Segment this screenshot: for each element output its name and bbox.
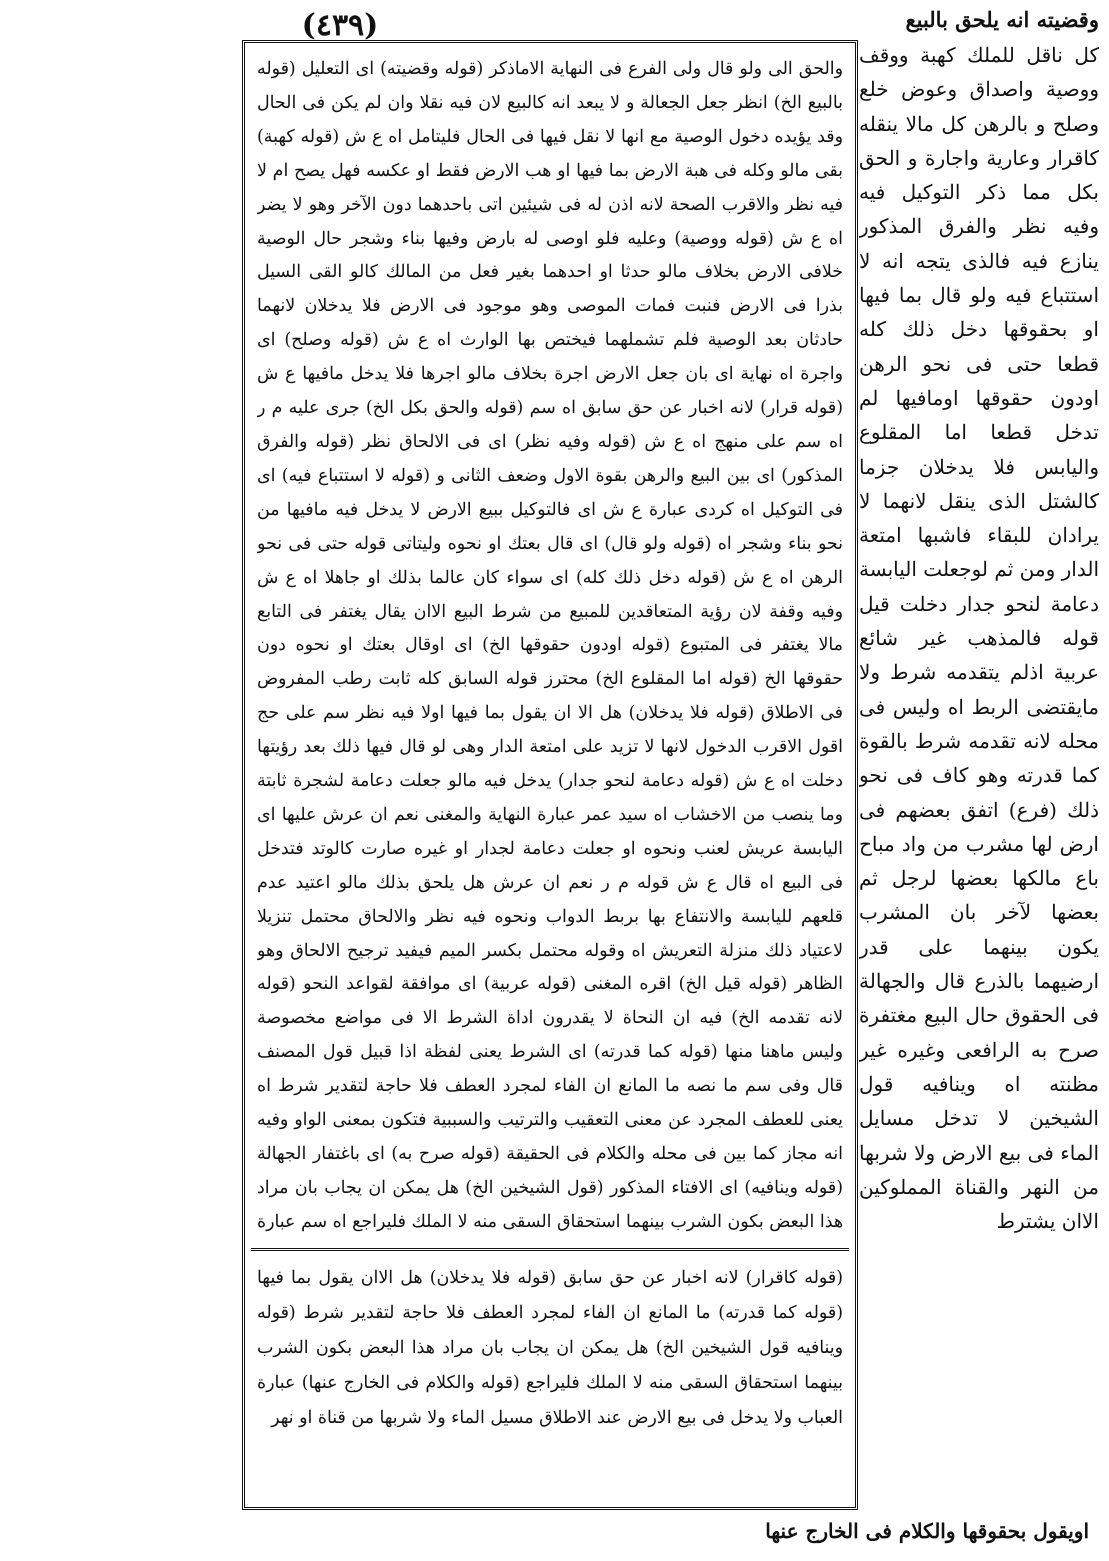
matn-heading: وقضيته انه يلحق بالبيع [905,7,1099,32]
matn-text: كل ناقل للملك كهبة ووقف ووصية واصداق وعوض خلع وصلح و بالرهن كل مالا ينقله كاقرار وعارية واجارة و الحق بكل مما ذكر التوكيل فيه وفيه نظر والفرق المذكور ينازع فيه فالذى يتجه انه لا استتباع فيه ولو قال بما فيها او بحقوقها دخل ذلك كله قطعا حتى فى نحو الرهن اودون حقوقها اومافيها لم تدخل قطعا اما المقلوع واليابس فلا يدخلان جزما كالشتل الذى ينقل لانهما لا يرادان للبقاء فاشبها امتعة الدار ومن ثم لوجعلت اليابسة دعامة لنحو جدار دخلت قيل قوله فالمذهب غير شائع عربية اذلم يتقدمه شرط ولا مايقتضى الربط اه وليس فى محله لانه تقدمه شرط بالقوة كما قدرته وهو كاف فى نحو ذلك (فرع) اتفق بعضهم فى ارض لها مشرب من واد مباح باع مالكها بعضها لرجل ثم بعضها لآخر بان المشرب يكون بينهما على قدر ارضيهما بالذرع قال والجهالة فى الحقوق حال البيع مغتفرة صرح به الرافعى وغيره غير مظنته اه وينافيه قول الشيخين لا تدخل مسايل الماء فى بيع الارض ولا شربها من النهر والقناة المملوكين الاان يشترط [859,43,1099,1234]
catchword: اويقول بحقوقها والكلام فى الخارج عنها [765,1519,1089,1543]
matn-column [859,38,1099,1508]
commentary-frame [242,40,858,1510]
footnote-divider [251,1248,849,1251]
footnote-block [257,1261,843,1499]
commentary-text-block [257,53,843,1241]
page-number: (٤٣٩) [301,8,379,43]
footnote-text: (قوله كاقرار) لانه اخبار عن حق سابق (قوله فلا يدخلان) هل الاان يقول بما فيها (قوله كما قدرته) ما المانع ان الفاء لمجرد العطف فلا حاجة لتقدير شرط (قوله وينافيه قول الشيخين الخ) هل يمكن ان يجاب بان مراد هذا البعض بكون الشرب بينهما استحقاق السقى منه لا الملك فليراجع (قوله والكلام فى الخارج عنها) عبارة العباب ولا يدخل فى بيع الارض عند الاطلاق مسيل الماء ولا شربها من قناة او نهر [257,1268,843,1428]
commentary-text: والحق الى ولو قال ولى الفرع فى النهاية الاماذكر (قوله وقضيته) اى التعليل (قوله بالبيع الخ) انظر جعل الجعالة و لا يبعد انه كالبيع لان فيه نقلا وان لم يكن فى الحال وقد يؤيده دخول الوصية مع انها لا نقل فيها فى الحال فليتامل اه ع ش (قوله كهبة) بقى مالو وكله فى هبة الارض بما فيها او هب الارض فقط او عكسه فهل يصح ام لا فيه نظر والاقرب الصحة لانه اذن له فى شيئين اتى باحدهما دون الآخر وهو لا يضر اه ع ش (قوله ووصية) وعليه فلو اوصى له بارض وفيها بناء وشجر حال الوصية خلافى الارض بخلاف مالو حدثا او احدهما بغير فعل من المالك كالو القى السيل بذرا فى الارض فنبت فمات الموصى وهو موجود فى الارض فلا يدخلان لانهما حادثان بعد الوصية فلم تشملهما فيختص بها الوارث اه ع ش (قوله وصلح) اى واجرة اه نهاية اى بان جعل الارض اجرة بخلاف مالو اجرها فلا يدخل مافيها ع ش (قوله قرار) لانه اخبار عن حق سابق اه سم (قوله والحق بكل الخ) جرى عليه م ر اه سم على منهج اه ع ش (قوله وفيه نظر) اى فى الالحاق نظر (قوله والفرق المذكور) اى بين البيع والرهن بقوة الاول وضعف الثانى و (قوله لا استتباع فيه) اى فى التوكيل اه كردى عبارة ع ش اى فالتوكيل ببيع الارض لا يدخل فيه مافيها من نحو بناء وشجر اه (قوله ولو قال) اى قال بعتك او نحوه وليتاتى قوله حتى فى نحو الرهن اه ع ش (قوله دخل ذلك كله) اى سواء كان عالما بذلك او جاهلا اه ع ش وفيه وقفة لان رؤية المتعاقدين للمبيع من شرط البيع الاان يقال يغتفر فى التابع مالا يغتفر فى المتبوع (قوله اودون حقوقها الخ) اى اوقال بعتك او نحوه دون حقوقها الخ (قوله اما المقلوع الخ) محترز قوله السابق كله ثابت رطب المفروض فى الاطلاق (قوله فلا يدخلان) هل الا ان يقول بما فيها اولا فيه نظر سم على حج اقول الاقرب الدخول لانها لا تزيد على امتعة الدار وهى لو قال فيها ذلك بعد رؤيتها دخلت اه ع ش (قوله دعامة لنحو جدار) يدخل فيه مالو جعلت دعامة لشجرة ثابتة وما ينصب من الاخشاب اه سيد عمر عبارة النهاية والمغنى نعم ان عرش عليها اى اليابسة عريش لعنب ونحوه او جعلت دعامة لجدار او غيره صارت كالوتد فتدخل فى البيع اه قال ع ش قوله م ر نعم ان عرش هل يلحق بذلك مالو اعتيد عدم قلعهم لليابسة والانتفاع بها بربط الدواب ونحوه فيه نظر والالحاق محتمل تنزيلا لاعتياد ذلك منزلة التعريش اه وقوله محتمل بكسر الميم فيفيد ترجيح الالحاق وهو الظاهر (قوله قيل الخ) اقره المغنى (قوله عربية) اى موافقة لقواعد النحو (قوله لانه تقدمه الخ) فيه ان النحاة لا يقدرون اداة الشرط الا فى مواضع مخصوصة وليس ماهنا منها (قوله كما قدرته) اى الشرط يعنى لفظة اذا قبيل قول المصنف قال وفى سم ما نصه ما المانع ان الفاء لمجرد العطف فلا حاجة لتقدير شرط اه يعنى للعطف المجرد عن معنى التعقيب والترتيب والسببية فتكون بمعنى الواو وفيه انه مجاز كما بين فى محله والكلام فى الحقيقة (قوله صرح به) اى باغتفار الجهالة (قوله وينافيه) اى الافتاء المذكور (قول الشيخين الخ) هل يمكن ان يجاب بان مراد هذا البعض بكون الشرب بينهما استحقاق السقى منه لا الملك فليراجع اه سم عبارة [257,59,843,1232]
